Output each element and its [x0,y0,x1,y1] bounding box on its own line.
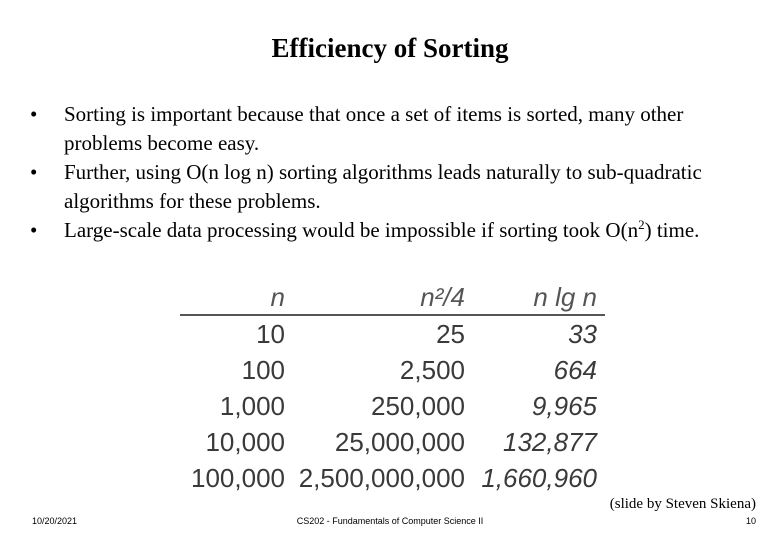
bullet-marker: • [30,218,38,242]
bullet-list [30,100,760,245]
bullet-marker: • [30,160,38,184]
bullet-marker: • [30,102,38,126]
table-row [180,316,605,352]
slide-credit: (slide by Steven Skiena) [609,496,756,512]
table-header-row [180,280,605,316]
bullet-item [30,158,760,216]
cell-n: 100 [241,354,285,385]
complexity-table [180,280,605,496]
cell-n-squared-over-4: 25,000,000 [334,426,465,457]
header-n: n [270,281,285,312]
cell-n-squared-over-4: 250,000 [371,390,465,421]
header-n-squared-over-4: n²/4 [420,281,465,312]
footer-course: CS202 - Fundamentals of Computer Science II [296,516,484,526]
cell-n-squared-over-4: 2,500 [399,354,465,385]
cell-n-lg-n: 33 [568,318,597,349]
bullet-text [64,218,699,242]
cell-n-lg-n: 1,660,960 [481,462,597,493]
slide-title: Efficiency of Sorting [271,33,509,63]
table-row [180,388,605,424]
table-row [180,352,605,388]
footer-page-number: 10 [745,516,756,526]
cell-n-squared-over-4: 25 [436,318,465,349]
header-n-lg-n: n lg n [533,281,597,312]
bullet-text-part: ) time. [644,218,700,242]
cell-n: 10 [256,318,285,349]
cell-n: 10,000 [205,426,285,457]
bullet-text: Further, using O(n log n) sorting algorithms leads naturally to sub-quadratic algorithms for these problems. [64,160,702,213]
cell-n: 1,000 [219,390,285,421]
cell-n-lg-n: 664 [553,354,597,385]
bullet-text-part: Large-scale data processing would be impossible if sorting took O(n [64,218,639,242]
bullet-item [30,100,760,158]
bullet-text: Sorting is important because that once a set of items is sorted, many other problems become easy. [64,102,684,155]
footer-date: 10/20/2021 [32,516,78,526]
cell-n-lg-n: 132,877 [503,426,597,457]
cell-n-lg-n: 9,965 [531,390,597,421]
table-row [180,460,605,496]
cell-n-squared-over-4: 2,500,000,000 [298,462,465,493]
superscript: 2 [638,217,645,232]
cell-n: 100,000 [191,462,285,493]
bullet-item [30,216,760,245]
table-row [180,424,605,460]
